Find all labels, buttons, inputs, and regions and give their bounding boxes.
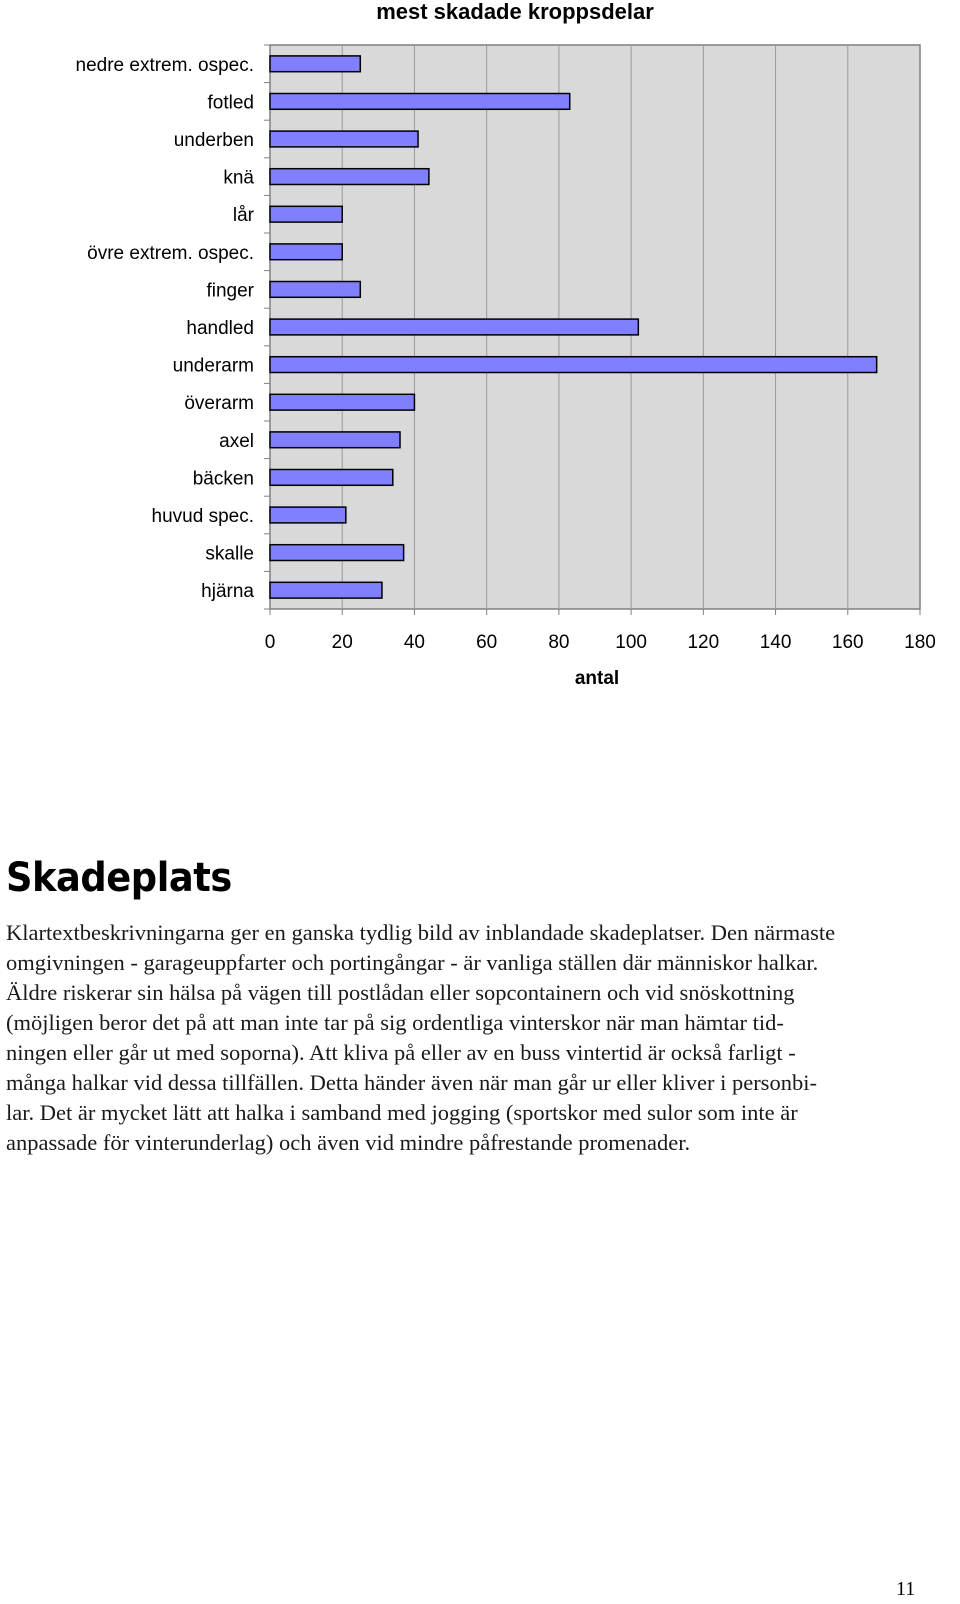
x-tick-label: 180 xyxy=(904,632,936,653)
paragraph-line: (möjligen beror det på att man inte tar på sig ordentliga vinterskor när man hämtar tid- xyxy=(6,1010,784,1035)
x-tick-label: 0 xyxy=(264,632,276,653)
page-number: 11 xyxy=(896,1578,916,1600)
bar xyxy=(270,244,342,260)
bar xyxy=(270,131,418,147)
category-label: bäcken xyxy=(192,468,254,490)
x-tick-label: 160 xyxy=(831,632,864,653)
bar xyxy=(270,282,360,298)
category-label: knä xyxy=(223,167,254,189)
category-label: handled xyxy=(186,318,254,339)
category-label: huvud spec. xyxy=(151,506,254,527)
bar xyxy=(270,206,342,222)
bar xyxy=(270,94,570,110)
paragraph-line: omgivningen - garageuppfarter och portingångar - är vanliga ställen där människor halkar. xyxy=(6,950,819,975)
x-tick-label: 80 xyxy=(548,632,570,653)
category-label: finger xyxy=(206,280,254,302)
category-label: fotled xyxy=(207,92,254,114)
section-heading: Skadeplats xyxy=(6,855,232,901)
category-label: hjärna xyxy=(201,581,254,603)
x-tick-label: 20 xyxy=(331,632,353,653)
category-axis-ticks xyxy=(264,45,270,609)
category-label: övre extrem. ospec. xyxy=(87,242,254,264)
paragraph-line: anpassade för vinterunderlag) och även vid mindre påfrestande promenader. xyxy=(6,1130,691,1155)
category-label: överarm xyxy=(184,393,254,415)
category-label: underben xyxy=(173,130,254,151)
paragraph-line: Klartextbeskrivningarna ger en ganska tydlig bild av inblandade skadeplatser. Den närmaste xyxy=(6,920,836,945)
category-label: axel xyxy=(219,430,254,452)
body-paragraph xyxy=(6,918,926,1158)
bar xyxy=(270,545,404,561)
category-label: lår xyxy=(232,205,254,227)
category-label: underarm xyxy=(172,355,254,377)
paragraph-line: ningen eller går ut med soporna). Att kliva på eller av en buss vintertid är också farligt - xyxy=(6,1040,796,1065)
x-axis-title: antal xyxy=(574,668,620,689)
bar xyxy=(270,169,429,185)
bar xyxy=(270,56,360,72)
bar xyxy=(270,507,346,523)
bar xyxy=(270,319,638,335)
paragraph-line: många halkar vid dessa tillfällen. Detta händer även när man går ur eller kliver i personbi- xyxy=(6,1070,817,1095)
bar xyxy=(270,470,393,486)
x-tick-label: 40 xyxy=(403,632,426,653)
bar-chart xyxy=(0,0,960,720)
category-label: nedre extrem. ospec. xyxy=(75,54,254,76)
x-tick-label: 140 xyxy=(759,632,792,653)
bar xyxy=(270,394,414,410)
chart-title: mest skadade kroppsdelar xyxy=(376,0,654,24)
x-tick-label: 100 xyxy=(615,632,647,653)
x-tick-label: 120 xyxy=(687,632,720,653)
x-tick-label: 60 xyxy=(476,632,498,653)
bar xyxy=(270,357,877,373)
bar xyxy=(270,432,400,448)
paragraph-line: Äldre riskerar sin hälsa på vägen till postlådan eller sopcontainern och vid snöskottning xyxy=(6,980,795,1005)
category-label: skalle xyxy=(205,543,254,565)
category-labels xyxy=(76,55,255,602)
value-axis-labels xyxy=(265,632,936,653)
bar xyxy=(270,582,382,598)
paragraph-line: lar. Det är mycket lätt att halka i samband med jogging (sportskor med sulor som inte är xyxy=(6,1100,798,1125)
